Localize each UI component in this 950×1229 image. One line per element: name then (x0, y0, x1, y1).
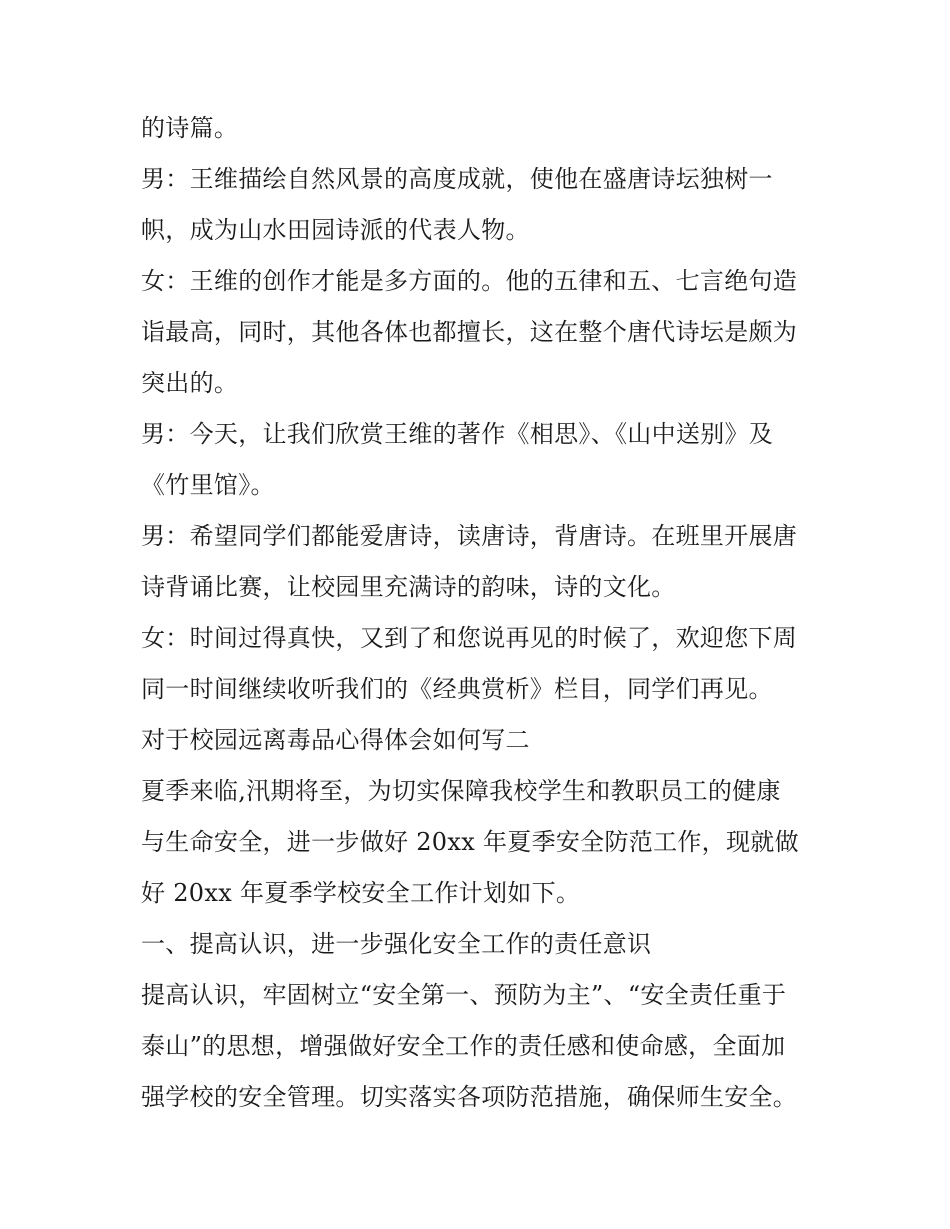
text-line: 突出的。 (141, 369, 239, 397)
text-line: 男：希望同学们都能爱唐诗，读唐诗，背唐诗。在班里开展唐 (141, 522, 798, 550)
text-line: 与生命安全，进一步做好 20xx 年夏季安全防范工作，现就做 (141, 828, 799, 856)
text-line: 强学校的安全管理。切实落实各项防范措施，确保师生安全。 (141, 1083, 798, 1111)
text-line: 夏季来临,汛期将至，为切实保障我校学生和教职员工的健康 (141, 777, 781, 805)
section-heading: 对于校园远离毒品心得体会如何写二 (141, 726, 530, 754)
text-line: 女：时间过得真快，又到了和您说再见的时候了，欢迎您下周 (141, 624, 798, 652)
text-line: 泰山”的思想，增强做好安全工作的责任感和使命感，全面加 (141, 1032, 786, 1060)
text-line: 男：王维描绘自然风景的高度成就，使他在盛唐诗坛独树一 (141, 165, 773, 193)
text-line: 帜，成为山水田园诗派的代表人物。 (141, 216, 530, 244)
text-line: 男：今天，让我们欣赏王维的著作《相思》、《山中送别》及 (141, 420, 774, 448)
text-line: 诣最高，同时，其他各体也都擅长，这在整个唐代诗坛是颇为 (141, 318, 798, 346)
text-line: 诗背诵比赛，让校园里充满诗的韵味，诗的文化。 (141, 573, 676, 601)
text-line: 女：王维的创作才能是多方面的。他的五律和五、七言绝句造 (141, 267, 798, 295)
text-line: 的诗篇。 (141, 114, 239, 142)
text-line: 提高认识，牢固树立“安全第一、预防为主”、“安全责任重于 (141, 981, 787, 1009)
text-line: 好 20xx 年夏季学校安全工作计划如下。 (141, 879, 581, 907)
section-heading: 一、提高认识，进一步强化安全工作的责任意识 (141, 930, 652, 958)
text-line: 同一时间继续收听我们的《经典赏析》栏目，同学们再见。 (141, 675, 773, 703)
text-line: 《竹里馆》。 (141, 471, 275, 499)
